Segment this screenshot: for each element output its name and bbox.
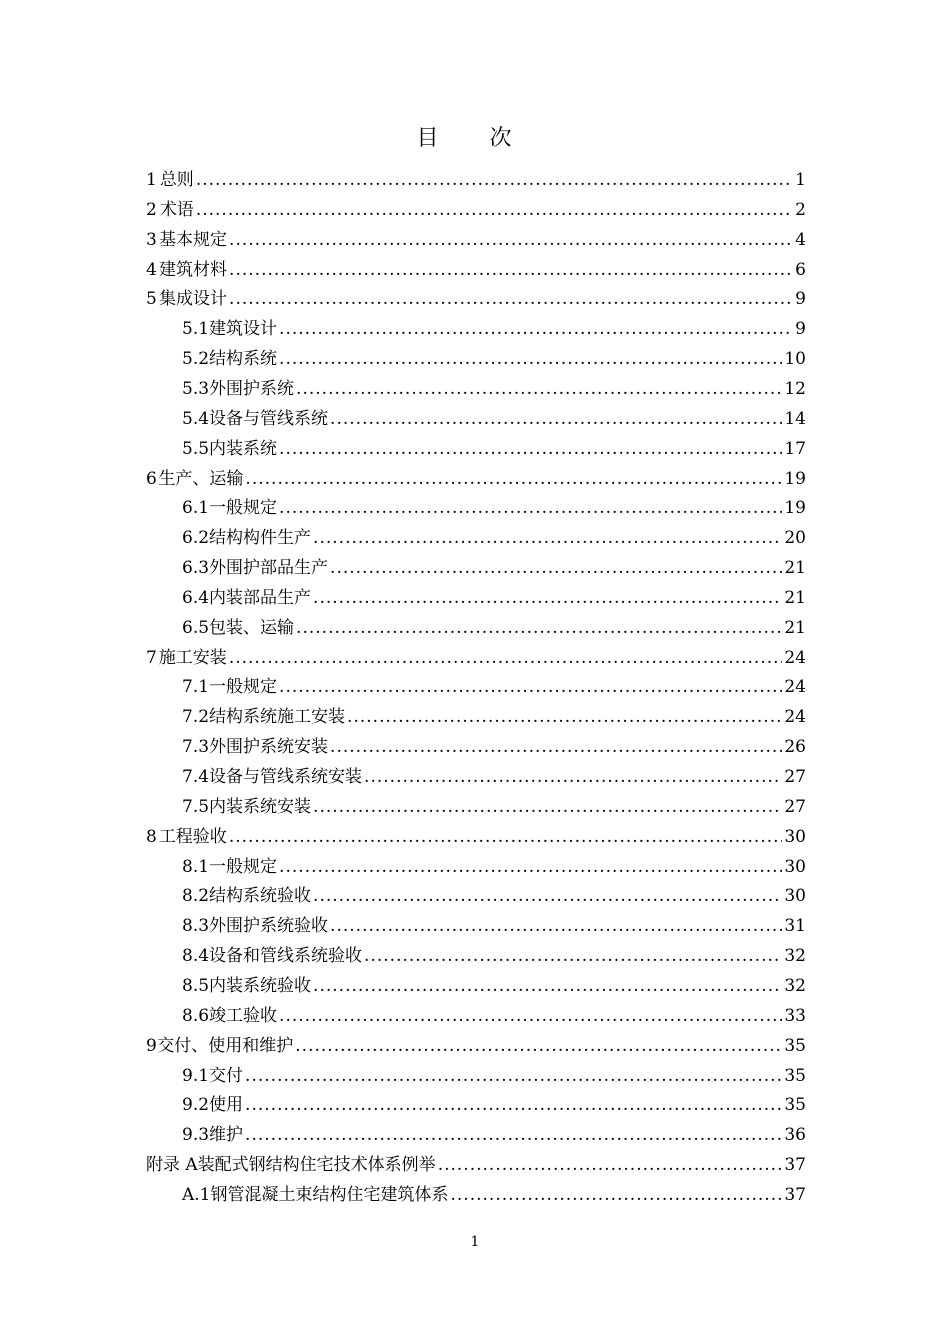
toc-entry[interactable] xyxy=(146,1150,806,1180)
toc-entry-page: 30 xyxy=(784,886,806,907)
toc-entry-number: 9 xyxy=(146,1035,157,1056)
toc-entry[interactable] xyxy=(182,971,806,1001)
toc-entry-page: 14 xyxy=(784,408,806,429)
toc-entry-number: 6 xyxy=(146,468,157,489)
toc-entry-number: 5.4 xyxy=(182,408,210,429)
toc-entry-page: 20 xyxy=(784,528,806,549)
dot-leader xyxy=(313,971,782,1001)
dot-leader xyxy=(245,464,782,494)
toc-entry-page: 37 xyxy=(784,1155,806,1176)
toc-entry-page: 27 xyxy=(784,767,806,787)
page-number: 1 xyxy=(470,1234,480,1250)
toc-entry-label: 生产、运输 xyxy=(158,468,244,489)
dot-leader xyxy=(313,583,782,613)
dot-leader xyxy=(229,225,793,255)
toc-entry-number: 9.1 xyxy=(182,1065,210,1086)
toc-entry[interactable] xyxy=(182,941,806,971)
dot-leader xyxy=(279,1001,782,1031)
toc-entry-number: 1 xyxy=(146,170,157,190)
toc-entry-page: 32 xyxy=(784,975,806,996)
toc-entry-label: 内装部品生产 xyxy=(209,587,312,608)
dot-leader xyxy=(229,643,783,673)
toc-entry[interactable] xyxy=(182,1120,806,1150)
toc-entry[interactable] xyxy=(146,822,806,852)
toc-entry[interactable] xyxy=(182,672,806,702)
toc-entry[interactable] xyxy=(182,1061,806,1091)
toc-entry[interactable] xyxy=(182,732,806,762)
toc-entry-number: 9.2 xyxy=(182,1095,210,1116)
dot-leader xyxy=(245,1090,782,1120)
toc-entry-label: 结构系统施工安装 xyxy=(209,707,346,728)
toc-entry-page: 35 xyxy=(784,1035,806,1056)
toc-entry-label: 集成设计 xyxy=(159,289,228,310)
dot-leader xyxy=(330,732,782,762)
toc-entry-label: 基本规定 xyxy=(159,229,228,250)
toc-entry-label: 总则 xyxy=(159,170,194,190)
dot-leader xyxy=(196,195,793,225)
toc-entry[interactable] xyxy=(182,404,806,434)
dot-leader xyxy=(313,881,782,911)
toc-entry-number: 6.5 xyxy=(182,617,210,638)
toc-entry-number: 5.5 xyxy=(182,438,210,459)
toc-entry-label: 设备和管线系统验收 xyxy=(209,946,363,967)
toc-entry-label: 外围护系统安装 xyxy=(209,737,329,758)
dot-leader xyxy=(438,1150,783,1180)
dot-leader xyxy=(196,165,793,195)
toc-entry-number: 6.1 xyxy=(182,498,210,519)
toc-entry-number: 6.4 xyxy=(182,587,210,608)
toc-entry-number: 7.4 xyxy=(182,767,210,787)
toc-entry-page: 21 xyxy=(784,587,806,608)
toc-entry[interactable] xyxy=(182,881,806,911)
toc-entry-number: A.1 xyxy=(182,1184,211,1205)
toc-entry-page: 9 xyxy=(795,289,806,310)
toc-entry-page: 35 xyxy=(784,1095,806,1116)
dot-leader xyxy=(296,613,782,643)
toc-entry[interactable] xyxy=(146,195,806,225)
toc-entry-label: 一般规定 xyxy=(209,677,278,698)
toc-entry-number: 7.1 xyxy=(182,677,210,698)
toc-entry-page: 10 xyxy=(784,349,806,370)
toc-entry[interactable] xyxy=(146,165,806,195)
dot-leader xyxy=(229,822,783,852)
toc-entry[interactable] xyxy=(146,284,806,314)
toc-entry-page: 21 xyxy=(784,617,806,638)
toc-entry-page: 17 xyxy=(784,438,806,459)
toc-entry-page: 24 xyxy=(784,647,806,668)
toc-entry-number: 6.3 xyxy=(182,558,210,579)
toc-entry-page: 26 xyxy=(784,737,806,758)
toc-entry-page: 12 xyxy=(784,378,806,399)
toc-entry-page: 2 xyxy=(795,199,806,220)
toc-entry-label: 结构系统 xyxy=(209,349,278,370)
toc-entry-label: 交付、使用和维护 xyxy=(157,1035,294,1056)
toc-entry-number: 5.1 xyxy=(182,319,210,340)
toc-entry-page: 36 xyxy=(784,1125,806,1146)
toc-entry-number: 7.2 xyxy=(182,707,210,728)
toc-entry-page: 21 xyxy=(784,558,806,579)
toc-entry-page: 19 xyxy=(784,498,806,519)
toc-entry[interactable] xyxy=(182,314,806,344)
toc-entry-label: 结构系统验收 xyxy=(209,886,312,907)
dot-leader xyxy=(245,1061,782,1091)
toc-entry[interactable] xyxy=(146,643,806,673)
toc-entry-number: 4 xyxy=(146,259,157,280)
dot-leader xyxy=(279,852,782,882)
toc-entry-number: 9.3 xyxy=(182,1125,210,1146)
toc-entry-label: 内装系统 xyxy=(209,438,278,459)
toc-entry[interactable] xyxy=(146,225,806,255)
toc-entry-label: 一般规定 xyxy=(209,856,278,877)
dot-leader xyxy=(313,523,782,553)
toc-entry[interactable] xyxy=(182,911,806,941)
toc-entry-page: 1 xyxy=(795,170,806,190)
toc-entry-label: 内装系统安装 xyxy=(209,796,312,817)
toc-entry[interactable] xyxy=(182,1090,806,1120)
toc-entry[interactable] xyxy=(182,374,806,404)
toc-entry[interactable] xyxy=(182,434,806,464)
dot-leader xyxy=(229,255,793,285)
toc-entry-label: 建筑材料 xyxy=(159,259,228,280)
toc-entry-label: 包装、运输 xyxy=(209,617,295,638)
toc-entry-page: 9 xyxy=(795,319,806,340)
toc-entry[interactable] xyxy=(182,792,806,822)
toc-entry-label: 交付 xyxy=(209,1065,244,1086)
toc-entry-page: 33 xyxy=(784,1005,806,1026)
toc-entry-label: 设备与管线系统安装 xyxy=(209,767,363,787)
toc-entry-label: 使用 xyxy=(209,1095,244,1116)
toc-entry[interactable] xyxy=(182,702,806,732)
dot-leader xyxy=(330,553,782,583)
toc-entry-page: 4 xyxy=(795,229,806,250)
dot-leader xyxy=(279,314,793,344)
toc-entry-page: 24 xyxy=(784,707,806,728)
dot-leader xyxy=(330,404,782,434)
dot-leader xyxy=(296,374,782,404)
toc-entry-number: 8.1 xyxy=(182,856,210,877)
toc-entry-page: 6 xyxy=(795,259,806,280)
toc-entry[interactable] xyxy=(182,1001,806,1031)
toc-entry-label: 内装系统验收 xyxy=(209,975,312,996)
toc-entry-page: 19 xyxy=(784,468,806,489)
toc-entry-label: 外围护系统 xyxy=(209,378,295,399)
toc-entry-label: 装配式钢结构住宅技术体系例举 xyxy=(197,1155,436,1176)
toc-entry-number: 8.5 xyxy=(182,975,210,996)
toc-entry[interactable] xyxy=(182,344,806,374)
toc-entry-label: 结构构件生产 xyxy=(209,528,312,549)
toc-entry-number: 8.2 xyxy=(182,886,210,907)
dot-leader xyxy=(279,344,782,374)
toc-entry[interactable] xyxy=(182,852,806,882)
toc-entry-label: 术语 xyxy=(159,199,194,220)
toc-entry-number: 7.5 xyxy=(182,796,210,817)
dot-leader xyxy=(279,672,782,702)
toc-entry-number: 8.3 xyxy=(182,916,210,937)
dot-leader xyxy=(229,284,793,314)
toc-entry-label: 建筑设计 xyxy=(209,319,278,340)
toc-entry-label: 外围护部品生产 xyxy=(209,558,329,579)
toc-entry[interactable] xyxy=(182,553,806,583)
toc-entry[interactable] xyxy=(182,1180,806,1210)
toc-entry-number: 5.3 xyxy=(182,378,210,399)
toc-entry[interactable] xyxy=(182,613,806,643)
dot-leader xyxy=(364,762,782,792)
dot-leader xyxy=(364,941,782,971)
toc-entry-number: 5 xyxy=(146,289,157,310)
dot-leader xyxy=(279,493,782,523)
toc-entry-page: 32 xyxy=(784,946,806,967)
toc-entry-label: 工程验收 xyxy=(158,826,227,847)
toc-entry[interactable] xyxy=(182,493,806,523)
toc-entry[interactable] xyxy=(182,583,806,613)
toc-entry-page: 30 xyxy=(784,856,806,877)
toc-entry[interactable] xyxy=(146,1031,806,1061)
toc-entry-page: 31 xyxy=(784,916,806,937)
toc-entry-number: 5.2 xyxy=(182,349,210,370)
toc-entry-number: 7.3 xyxy=(182,737,210,758)
toc-entry-number: 8 xyxy=(146,826,157,847)
toc-entry-label: 钢管混凝土束结构住宅建筑体系 xyxy=(210,1184,449,1205)
dot-leader xyxy=(347,702,782,732)
page-title: 目 次 xyxy=(416,126,534,151)
toc-entry-number: 7 xyxy=(146,647,157,668)
toc-entry-label: 维护 xyxy=(209,1125,244,1146)
toc-entry-label: 设备与管线系统 xyxy=(209,408,329,429)
dot-leader xyxy=(313,792,782,822)
toc-entry-number: 8.6 xyxy=(182,1005,210,1026)
toc-entry-label: 施工安装 xyxy=(158,647,227,668)
toc-entry-page: 37 xyxy=(784,1184,806,1205)
toc-entry-page: 30 xyxy=(784,826,806,847)
toc-entry-page: 24 xyxy=(784,677,806,698)
dot-leader xyxy=(295,1031,782,1061)
dot-leader xyxy=(451,1180,783,1210)
toc-entry[interactable] xyxy=(146,464,806,494)
toc-entry-number: 附录 A xyxy=(146,1155,198,1176)
toc-entry-label: 竣工验收 xyxy=(209,1005,278,1026)
toc-entry-number: 8.4 xyxy=(182,946,210,967)
toc-entry-page: 35 xyxy=(784,1065,806,1086)
toc-entry-label: 一般规定 xyxy=(209,498,278,519)
toc-entry-number: 3 xyxy=(146,229,157,250)
toc-entry-number: 2 xyxy=(146,199,157,220)
toc-entry-label: 外围护系统验收 xyxy=(209,916,329,937)
toc-entry[interactable] xyxy=(182,523,806,553)
dot-leader xyxy=(279,434,782,464)
toc-entry-page: 27 xyxy=(784,796,806,817)
dot-leader xyxy=(330,911,782,941)
dot-leader xyxy=(245,1120,782,1150)
toc-entry-number: 6.2 xyxy=(182,528,210,549)
toc-entry[interactable] xyxy=(146,255,806,285)
toc-entry[interactable] xyxy=(182,762,806,792)
